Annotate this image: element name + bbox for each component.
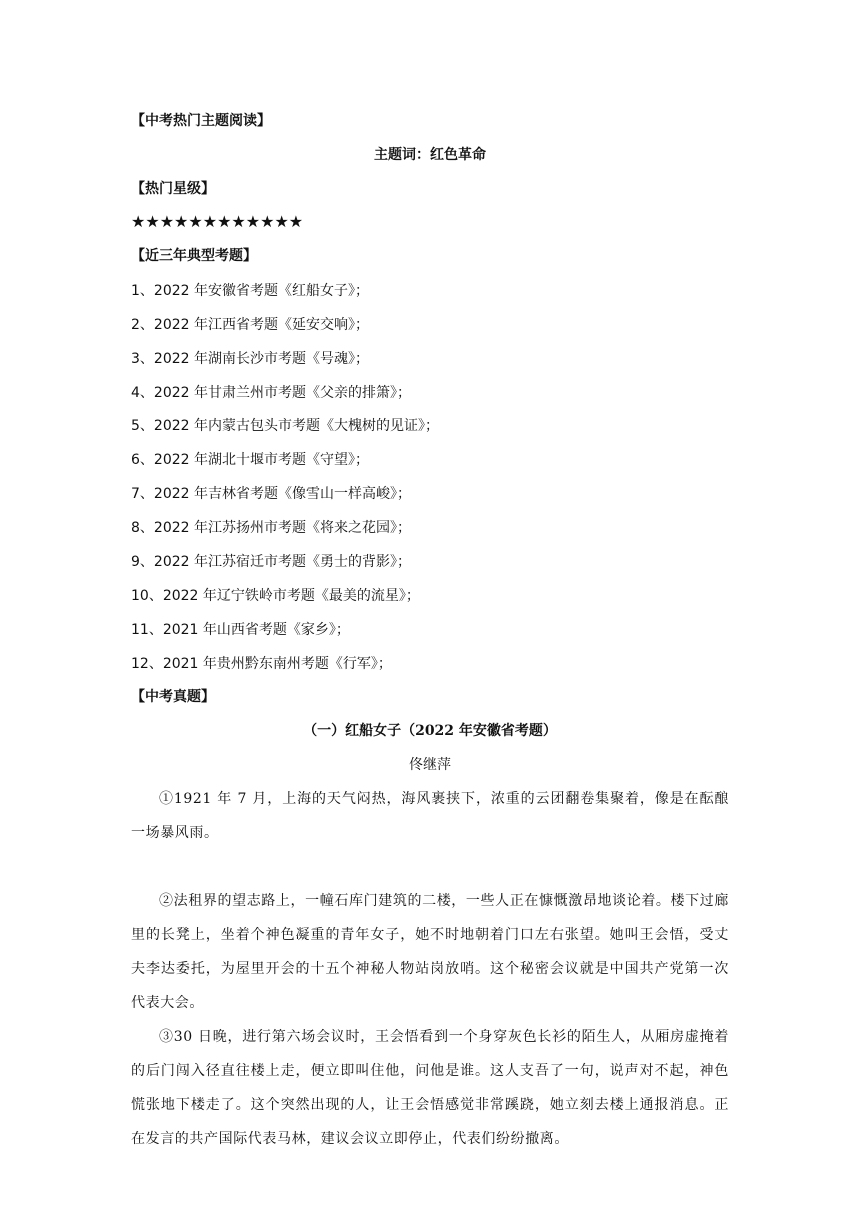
- article-paragraph-2: ②法租界的望志路上，一幢石库门建筑的二楼，一些人正在慷慨激昂地谈论着。楼下过廊里的长凳上，坐着个神色凝重的青年女子，她不时地朝着门口左右张望。她叫王会悟，受丈夫李达委托，为屋里开会的十五个神秘人物站岗放哨。这个秘密会议就是中国共产党第一次代表大会。: [131, 893, 729, 1011]
- recent-exams-label: 【近三年典型考题】: [131, 248, 257, 264]
- article-paragraph-1: ①1921 年 7 月，上海的天气闷热，海风裹挟下，浓重的云团翻卷集聚着，像是在酝酿一场暴风雨。: [131, 791, 729, 841]
- list-item: 8、2022 年江苏扬州市考题《将来之花园》；: [131, 520, 411, 536]
- list-item: 10、2022 年辽宁铁岭市考题《最美的流星》；: [131, 588, 420, 604]
- list-item: 11、2021 年山西省考题《家乡》；: [131, 622, 350, 638]
- list-item: 3、2022 年湖南长沙市考题《号魂》；: [131, 351, 369, 367]
- list-item: 5、2022 年内蒙古包头市考题《大槐树的见证》；: [131, 418, 439, 434]
- list-item: 1、2022 年安徽省考题《红船女子》；: [131, 283, 369, 299]
- article-paragraph-3: ③30 日晚，进行第六场会议时，王会悟看到一个身穿灰色长衫的陌生人，从厢房虚掩着的后门闯入径直往楼上走，便立即叫住他，问他是谁。这人支吾了一句，说声对不起，神色慌张地下楼走了。这个突然出现的人，让王会悟感觉非常蹊跷，她立刻去楼上通报消息。正在发言的共产国际代表马林，建议会议立即停止，代表们纷纷撤离。: [131, 1029, 729, 1147]
- section-title: 【中考热门主题阅读】: [131, 113, 271, 129]
- list-item: 7、2022 年吉林省考题《像雪山一样高峻》；: [131, 486, 411, 502]
- article-title: （一）红船女子（2022 年安徽省考题）: [303, 723, 557, 739]
- article-author: 佟继萍: [409, 757, 451, 773]
- real-exam-label: 【中考真题】: [131, 689, 215, 705]
- star-rating: ★★★★★★★★★★★★: [131, 212, 304, 231]
- rating-label: 【热门星级】: [131, 181, 215, 197]
- list-item: 2、2022 年江西省考题《延安交响》；: [131, 317, 369, 333]
- list-item: 12、2021 年贵州黔东南州考题《行军》；: [131, 656, 392, 672]
- list-item: 4、2022 年甘肃兰州市考题《父亲的排箫》；: [131, 385, 411, 401]
- list-item: 6、2022 年湖北十堰市考题《守望》；: [131, 452, 369, 468]
- list-item: 9、2022 年江苏宿迁市考题《勇士的背影》；: [131, 554, 411, 570]
- theme-heading: 主题词：红色革命: [374, 147, 486, 163]
